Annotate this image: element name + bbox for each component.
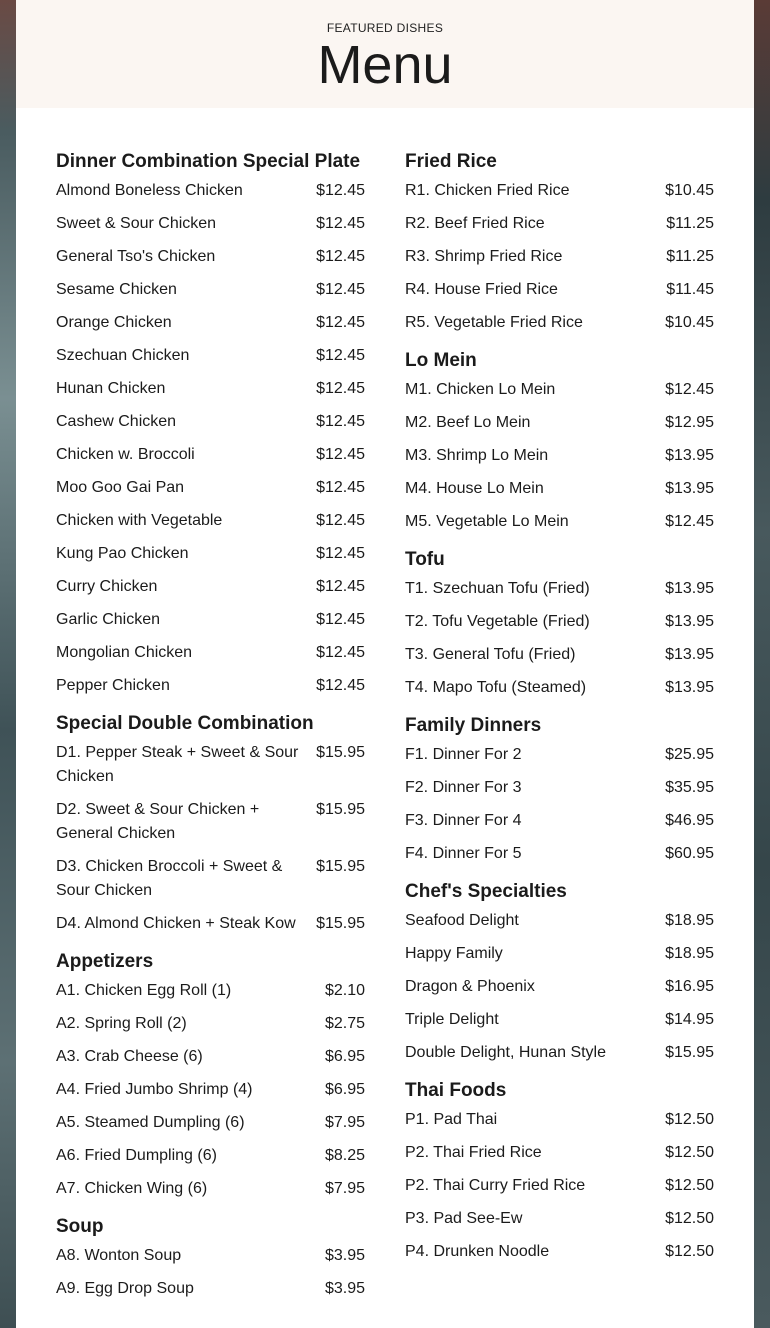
menu-item-name: A6. Fried Dumpling (6) (56, 1147, 217, 1164)
menu-item-price: $13.95 (665, 480, 714, 497)
menu-item-price: $25.95 (665, 746, 714, 763)
menu-item-price: $11.25 (666, 215, 714, 232)
menu-item (56, 245, 365, 269)
menu-item (56, 410, 365, 434)
menu-item (56, 1045, 365, 1069)
menu-item-name: P2. Thai Curry Fried Rice (405, 1177, 586, 1194)
menu-item-price: $12.50 (665, 1243, 714, 1260)
section-title: Chef's Specialties (405, 881, 567, 902)
menu-item-name: R4. House Fried Rice (405, 281, 558, 298)
menu-item (405, 1008, 714, 1032)
menu-item-name: Chicken w. Broccoli (56, 446, 195, 463)
menu-item (405, 610, 714, 634)
menu-item-price: $12.45 (316, 314, 365, 331)
menu-header (16, 0, 754, 108)
menu-item-price: $46.95 (665, 812, 714, 829)
menu-item (405, 477, 714, 501)
menu-item-name: D3. Chicken Broccoli + Sweet & Sour Chicken (56, 858, 283, 899)
menu-item-price: $12.45 (316, 380, 365, 397)
menu-item-price: $12.45 (316, 644, 365, 661)
menu-item-name: Kung Pao Chicken (56, 545, 189, 562)
menu-item (405, 1041, 714, 1065)
menu-item-name: Mongolian Chicken (56, 644, 193, 661)
menu-item-price: $12.45 (316, 182, 365, 199)
menu-item-price: $10.45 (665, 314, 714, 331)
menu-section-thai-foods (405, 1079, 714, 1264)
menu-item (56, 1277, 365, 1301)
menu-item-price: $2.10 (324, 982, 365, 999)
section-title: Tofu (405, 549, 445, 570)
menu-item (56, 641, 365, 665)
menu-item-name: M2. Beef Lo Mein (405, 414, 531, 431)
menu-item-price: $12.45 (316, 545, 365, 562)
menu-item-name: Garlic Chicken (56, 611, 161, 628)
menu-item (405, 942, 714, 966)
menu-item-price: $12.45 (316, 215, 365, 232)
menu-item-price: $12.45 (665, 381, 714, 398)
menu-section-fried-rice (405, 150, 714, 335)
menu-item-price: $12.45 (316, 677, 365, 694)
menu-item (405, 444, 714, 468)
menu-item-price: $2.75 (324, 1015, 365, 1032)
background-left (0, 0, 16, 1328)
menu-item (405, 311, 714, 335)
menu-item-name: R5. Vegetable Fried Rice (405, 314, 583, 331)
menu-item-price: $12.50 (665, 1177, 714, 1194)
menu-item-price: $12.50 (665, 1111, 714, 1128)
menu-item (405, 179, 714, 203)
menu-item-name: P2. Thai Fried Rice (405, 1144, 542, 1161)
menu-section-family-dinners (405, 714, 714, 866)
menu-item-price: $18.95 (665, 912, 714, 929)
menu-item-name: A1. Chicken Egg Roll (1) (56, 982, 232, 999)
menu-item-price: $12.50 (665, 1144, 714, 1161)
menu-item (56, 278, 365, 302)
menu-item-name: T2. Tofu Vegetable (Fried) (405, 613, 590, 630)
menu-item-name: Szechuan Chicken (56, 347, 190, 364)
menu-item-price: $15.95 (316, 858, 365, 875)
menu-item-name: F2. Dinner For 3 (405, 779, 522, 796)
menu-item-name: F3. Dinner For 4 (405, 812, 522, 829)
menu-item (405, 378, 714, 402)
menu-item-price: $60.95 (665, 845, 714, 862)
menu-item (405, 411, 714, 435)
menu-item-name: F1. Dinner For 2 (405, 746, 522, 763)
menu-item-price: $16.95 (665, 978, 714, 995)
menu-item-name: Cashew Chicken (56, 413, 177, 430)
menu-item (56, 212, 365, 236)
menu-item-price: $7.95 (324, 1114, 365, 1131)
menu-item-price: $10.45 (665, 182, 714, 199)
menu-item-price: $12.45 (316, 281, 365, 298)
menu-item-price: $6.95 (324, 1081, 365, 1098)
menu-item (56, 674, 365, 698)
menu-item (56, 443, 365, 467)
menu-item (405, 842, 714, 866)
menu-item-name: F4. Dinner For 5 (405, 845, 522, 862)
menu-item-name: Sesame Chicken (56, 281, 177, 298)
menu-item-name: Sweet & Sour Chicken (56, 215, 217, 232)
menu-section-tofu (405, 548, 714, 700)
menu-item-price: $6.95 (324, 1048, 365, 1065)
menu-item (405, 577, 714, 601)
menu-item-price: $13.95 (665, 447, 714, 464)
menu-item-price: $3.95 (324, 1247, 365, 1264)
menu-item-price: $18.95 (665, 945, 714, 962)
menu-item-name: A9. Egg Drop Soup (56, 1280, 194, 1297)
menu-eyebrow: FEATURED DISHES (326, 21, 444, 35)
menu-item-name: Triple Delight (405, 1011, 499, 1028)
menu-item-price: $15.95 (316, 915, 365, 932)
menu-item (56, 509, 365, 533)
menu-item-name: A2. Spring Roll (2) (56, 1015, 187, 1032)
menu-item-price: $12.45 (316, 578, 365, 595)
menu-item (56, 542, 365, 566)
menu-item-price: $11.25 (666, 248, 714, 265)
menu-item-name: Hunan Chicken (56, 380, 166, 397)
menu-item-name: M3. Shrimp Lo Mein (405, 447, 549, 464)
menu-item-name: A5. Steamed Dumpling (6) (56, 1114, 245, 1131)
menu-item-name: A7. Chicken Wing (6) (56, 1180, 208, 1197)
menu-item (405, 510, 714, 534)
background-right (754, 0, 770, 1328)
menu-item-name: R1. Chicken Fried Rice (405, 182, 570, 199)
menu-item-price: $12.45 (316, 413, 365, 430)
menu-section-dinner-combination-special-plate (56, 150, 365, 698)
menu-item (56, 1078, 365, 1102)
menu-item-name: Almond Boneless Chicken (56, 182, 243, 199)
menu-item-name: M1. Chicken Lo Mein (405, 381, 556, 398)
menu-column-right (405, 150, 714, 1278)
menu-item-name: Curry Chicken (56, 578, 158, 595)
menu-item-name: P1. Pad Thai (405, 1111, 498, 1128)
menu-item-name: Chicken with Vegetable (56, 512, 223, 529)
menu-item-price: $12.45 (316, 611, 365, 628)
menu-item (56, 1111, 365, 1135)
menu-page (16, 0, 754, 1328)
menu-item-name: Orange Chicken (56, 314, 172, 331)
menu-item (405, 1108, 714, 1132)
menu-item-name: M5. Vegetable Lo Mein (405, 513, 569, 530)
menu-item-name: A8. Wonton Soup (56, 1247, 182, 1264)
menu-item (56, 979, 365, 1003)
section-title: Appetizers (56, 951, 154, 972)
menu-item-price: $15.95 (316, 801, 365, 818)
menu-item (405, 676, 714, 700)
menu-column-left (56, 150, 365, 1315)
menu-section-soup (56, 1215, 365, 1301)
menu-item-price: $15.95 (316, 744, 365, 761)
menu-section-chef-s-specialties (405, 880, 714, 1065)
menu-section-appetizers (56, 950, 365, 1201)
section-title: Family Dinners (405, 715, 542, 736)
menu-item-price: $15.95 (665, 1044, 714, 1061)
menu-item (56, 1144, 365, 1168)
menu-item-name: Dragon & Phoenix (405, 978, 535, 995)
menu-item-price: $14.95 (665, 1011, 714, 1028)
menu-item-name: Pepper Chicken (56, 677, 170, 694)
menu-item (56, 608, 365, 632)
menu-item-price: $12.45 (316, 446, 365, 463)
menu-item-price: $8.25 (324, 1147, 365, 1164)
section-title: Thai Foods (405, 1080, 507, 1101)
menu-item-name: R3. Shrimp Fried Rice (405, 248, 563, 265)
menu-item (405, 278, 714, 302)
menu-item-price: $12.45 (316, 512, 365, 529)
menu-item (56, 855, 365, 903)
menu-item-price: $7.95 (324, 1180, 365, 1197)
menu-item-price: $12.45 (316, 479, 365, 496)
menu-item-price: $12.45 (316, 347, 365, 364)
menu-item (56, 1244, 365, 1268)
menu-item-name: Double Delight, Hunan Style (405, 1044, 607, 1061)
menu-item-price: $13.95 (665, 580, 714, 597)
menu-item (405, 643, 714, 667)
menu-section-lo-mein (405, 349, 714, 534)
menu-item (405, 1240, 714, 1264)
menu-item-name: Happy Family (405, 945, 503, 962)
menu-item-name: D1. Pepper Steak + Sweet & Sour Chicken (56, 744, 299, 785)
menu-item-price: $11.45 (666, 281, 714, 298)
menu-item-name: P3. Pad See-Ew (405, 1210, 523, 1227)
section-title: Special Double Combination (56, 713, 314, 734)
menu-item (56, 377, 365, 401)
menu-item (405, 245, 714, 269)
menu-item (405, 776, 714, 800)
menu-item-name: T3. General Tofu (Fried) (405, 646, 576, 663)
menu-item-price: $13.95 (665, 679, 714, 696)
menu-item-name: Moo Goo Gai Pan (56, 479, 185, 496)
section-title: Fried Rice (405, 151, 497, 172)
menu-item (405, 1174, 714, 1198)
menu-item-name: A4. Fried Jumbo Shrimp (4) (56, 1081, 253, 1098)
menu-item-name: R2. Beef Fried Rice (405, 215, 545, 232)
menu-item-price: $13.95 (665, 646, 714, 663)
menu-item-name: A3. Crab Cheese (6) (56, 1048, 203, 1065)
menu-item (56, 741, 365, 789)
section-title: Soup (56, 1216, 104, 1237)
menu-item (56, 575, 365, 599)
menu-item-price: $35.95 (665, 779, 714, 796)
menu-item (56, 476, 365, 500)
menu-item (56, 798, 365, 846)
menu-item (405, 1141, 714, 1165)
menu-item-name: D2. Sweet & Sour Chicken + General Chicken (56, 801, 260, 842)
menu-item (405, 809, 714, 833)
menu-item (56, 311, 365, 335)
section-title: Lo Mein (405, 350, 477, 371)
menu-item (56, 912, 365, 936)
menu-item-price: $12.50 (665, 1210, 714, 1227)
menu-item-name: M4. House Lo Mein (405, 480, 544, 497)
menu-item (56, 1012, 365, 1036)
menu-item-price: $3.95 (324, 1280, 365, 1297)
menu-item (405, 975, 714, 999)
menu-item-name: Seafood Delight (405, 912, 519, 929)
menu-item (56, 344, 365, 368)
menu-item-name: T1. Szechuan Tofu (Fried) (405, 580, 590, 597)
menu-item-name: D4. Almond Chicken + Steak Kow (56, 915, 296, 932)
menu-item-name: T4. Mapo Tofu (Steamed) (405, 679, 587, 696)
menu-item-price: $12.95 (665, 414, 714, 431)
section-title: Dinner Combination Special Plate (56, 151, 361, 172)
menu-item (56, 179, 365, 203)
menu-item (405, 909, 714, 933)
menu-item-price: $13.95 (665, 613, 714, 630)
menu-title: Menu (317, 35, 453, 95)
menu-item (405, 212, 714, 236)
menu-item-price: $12.45 (316, 248, 365, 265)
menu-item (405, 1207, 714, 1231)
menu-item-price: $12.45 (665, 513, 714, 530)
menu-item-name: General Tso's Chicken (56, 248, 216, 265)
menu-item (405, 743, 714, 767)
menu-section-special-double-combination (56, 712, 365, 936)
menu-item-name: P4. Drunken Noodle (405, 1243, 550, 1260)
menu-item (56, 1177, 365, 1201)
